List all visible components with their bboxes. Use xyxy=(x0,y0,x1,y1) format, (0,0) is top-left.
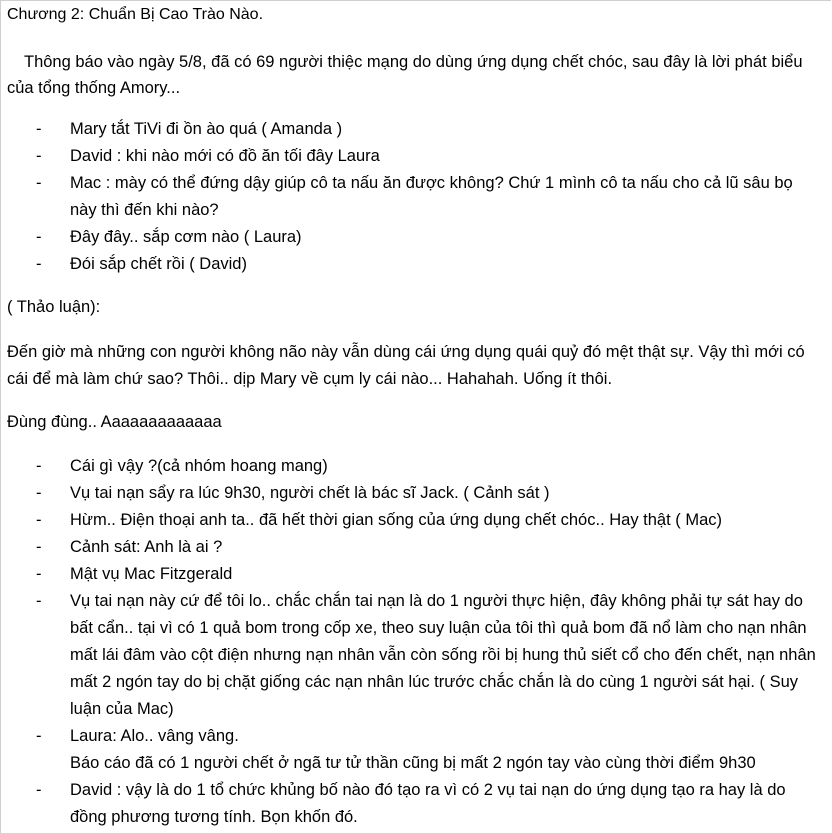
dash-bullet: - xyxy=(36,781,42,799)
list-item: - David : vậy là do 1 tổ chức khủng bố nào đó tạo ra vì có 2 vụ tai nạn do ứng dụng tạo ra hay là do đồng phương tương tính. Bọn khốn đó. xyxy=(7,777,822,831)
dash-bullet: - xyxy=(36,228,42,246)
dash-bullet: - xyxy=(36,255,42,273)
dash-bullet: - xyxy=(36,727,42,745)
list-item: - Cái gì vậy ?(cả nhóm hoang mang) xyxy=(7,453,822,480)
list-item: - Laura: Alo.. vâng vâng. Báo cáo đã có 1 người chết ở ngã tư tử thần cũng bị mất 2 ngón tay vào cùng thời điểm 9h30 xyxy=(7,723,822,777)
narrative-paragraph-2: Đùng đùng.. Aaaaaaaaaaaaa xyxy=(7,413,222,431)
dialogue-list-2 xyxy=(7,453,822,831)
dash-bullet: - xyxy=(36,174,42,192)
dash-bullet: - xyxy=(36,457,42,475)
list-item: - Đây đây.. sắp cơm nào ( Laura) xyxy=(7,224,822,251)
list-item: - Mật vụ Mac Fitzgerald xyxy=(7,561,822,588)
laura-report-line: Báo cáo đã có 1 người chết ở ngã tư tử thần cũng bị mất 2 ngón tay vào cùng thời điểm 9h30 xyxy=(70,754,756,772)
dash-bullet: - xyxy=(36,565,42,583)
intro-paragraph: Thông báo vào ngày 5/8, đã có 69 người thiệc mạng do dùng ứng dụng chết chóc, sau đây là lời phát biểu của tổng thống Amory... xyxy=(7,53,803,97)
narrative-paragraph-1: Đến giờ mà những con người không não này vẫn dùng cái ứng dụng quái quỷ đó mệt thật sự. Vậy thì mới có cái để mà làm chứ sao? Thôi.. dịp Mary về cụm ly cái nào... Hahahah. Uống ít thôi. xyxy=(7,343,805,388)
list-item: - Hừm.. Điện thoại anh ta.. đã hết thời gian sống của ứng dụng chết chóc.. Hay thật ( Mac) xyxy=(7,507,822,534)
dash-bullet: - xyxy=(36,147,42,165)
list-item: - Mac : mày có thể đứng dậy giúp cô ta nấu ăn được không? Chứ 1 mình cô ta nấu cho cả lũ sâu bọ này thì đến khi nào? xyxy=(7,170,822,224)
dash-bullet: - xyxy=(36,511,42,529)
dialogue-list-1 xyxy=(7,116,822,278)
list-item: - Mary tắt TiVi đi ồn ào quá ( Amanda ) xyxy=(7,116,822,143)
list-item: - Đói sắp chết rồi ( David) xyxy=(7,251,822,278)
chapter-title: Chương 2: Chuẩn Bị Cao Trào Nào. xyxy=(7,6,264,23)
dash-bullet: - xyxy=(36,484,42,502)
list-item: - Cảnh sát: Anh là ai ? xyxy=(7,534,822,561)
discussion-label: ( Thảo luận): xyxy=(7,298,101,316)
list-item: - Vụ tai nạn này cứ để tôi lo.. chắc chắn tai nạn là do 1 người thực hiện, đây không phải tự sát hay do bất cẩn.. tại vì có 1 quả bom trong cốp xe, theo suy luận của tôi thì quả bom đã nổ làm cho nạn nhân mất lái đâm vào cột điện nhưng nạn nhân vẫn còn sống rồi bị hung thủ siết cổ cho đến chết, nạn nhân mất 2 ngón tay do bị chặt giống các nạn nhân lúc trước chắc chắn là do cùng 1 người sát hại. ( Suy luận của Mac) xyxy=(7,588,822,723)
dash-bullet: - xyxy=(36,538,42,556)
dash-bullet: - xyxy=(36,120,42,138)
list-item: - Vụ tai nạn sẩy ra lúc 9h30, người chết là bác sĩ Jack. ( Cảnh sát ) xyxy=(7,480,822,507)
dash-bullet: - xyxy=(36,592,42,610)
list-item: - David : khi nào mới có đồ ăn tối đây Laura xyxy=(7,143,822,170)
